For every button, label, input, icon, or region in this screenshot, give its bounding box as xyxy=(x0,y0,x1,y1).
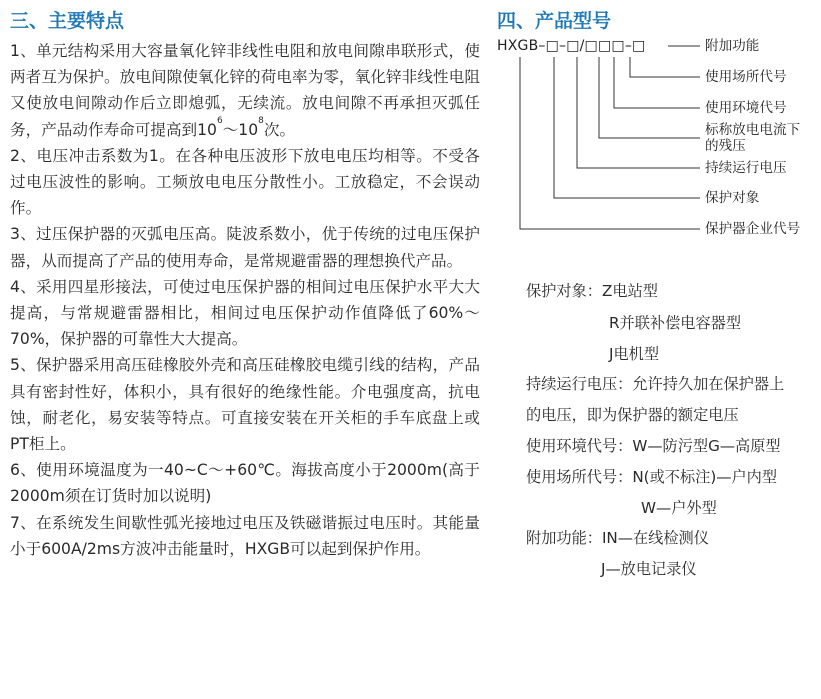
section4-heading: 四、产品型号 xyxy=(497,10,612,32)
definition-location-code: 使用场所代号：N(或不标注)—户内型 xyxy=(526,468,778,486)
definition-environment-code: 使用环境代号：W—防污型G—高原型 xyxy=(526,437,781,455)
definition-protected-object-j: J电机型 xyxy=(609,345,660,363)
label-residual-voltage-line1: 标称放电电流下 xyxy=(705,122,801,138)
definition-protected-object: 保护对象：Z电站型 xyxy=(526,282,658,300)
label-environment-code: 使用环境代号 xyxy=(705,100,787,116)
definition-additional-function: 附加功能：IN—在线检测仪 xyxy=(526,529,709,547)
label-additional-function: 附加功能 xyxy=(705,38,760,54)
label-enterprise-code: 保护器企业代号 xyxy=(705,221,801,237)
feature-item-4: 4、采用四星形接法，可使过电压保护器的相间过电压保护水平大大提高，与常规避雷器相比，相间过电压保护动作值降低了60%～70%，保护器的可靠性大大提高。 xyxy=(10,277,480,349)
definition-additional-function-j: J—放电记录仪 xyxy=(601,560,697,578)
feature-item-7: 7、在系统发生间歇性弧光接地过电压及铁磁谐振过电压时。其能量小于600A/2ms方波冲击能量时，HXGB可以起到保护作用。 xyxy=(10,513,480,558)
feature-item-3: 3、过压保护器的灭弧电压高。陡波系数小，优于传统的过电压保护器，从而提高了产品的使用寿命，是常规避雷器的理想换代产品。 xyxy=(10,225,480,270)
section3-heading: 三、主要特点 xyxy=(10,10,125,32)
label-usage-location-code: 使用场所代号 xyxy=(705,69,787,85)
feature-item-5: 5、保护器采用高压硅橡胶外壳和高压硅橡胶电缆引线的结构，产品具有密封性好，体积小，具有很好的绝缘性能。介电强度高，抗电蚀，耐老化，易安装等特点。可直接安装在开关柜的手车底盘上或PT柜上。 xyxy=(10,356,480,454)
definition-continuous-voltage-2: 的电压，即为保护器的额定电压 xyxy=(526,406,739,424)
feature-item-6: 6、使用环境温度为一40~C～+60℃。海拔高度小于2000m(高于2000m须在订货时加以说明) xyxy=(10,461,480,506)
label-residual-voltage-line2: 的残压 xyxy=(705,138,746,154)
label-continuous-voltage: 持续运行电压 xyxy=(705,160,787,176)
feature-item-1: 1、单元结构采用大容量氧化锌非线性电阻和放电间隙串联形式，使两者互为保护。放电间隙使氧化锌的荷电率为零，氧化锌非线性电阻又使放电间隙动作后立即熄弧，无续流。放电间隙不再承担灭弧任务，产品动作寿命可提高到$10^6\sim 10^8$次。 xyxy=(10,42,480,139)
feature-item-2: 2、电压冲击系数为1。在各种电压波形下放电电压均相等。不受各过电压波性的影响。工频放电电压分散性小。工放稳定，不会误动作。 xyxy=(10,146,480,218)
model-code: HXGB–□–□/□□□–□ xyxy=(497,38,646,54)
definition-protected-object-r: R并联补偿电容器型 xyxy=(609,314,742,332)
definition-continuous-voltage: 持续运行电压：允许持久加在保护器上 xyxy=(526,375,785,393)
label-protected-object: 保护对象 xyxy=(705,190,760,206)
definition-location-code-w: W—户外型 xyxy=(641,499,717,517)
